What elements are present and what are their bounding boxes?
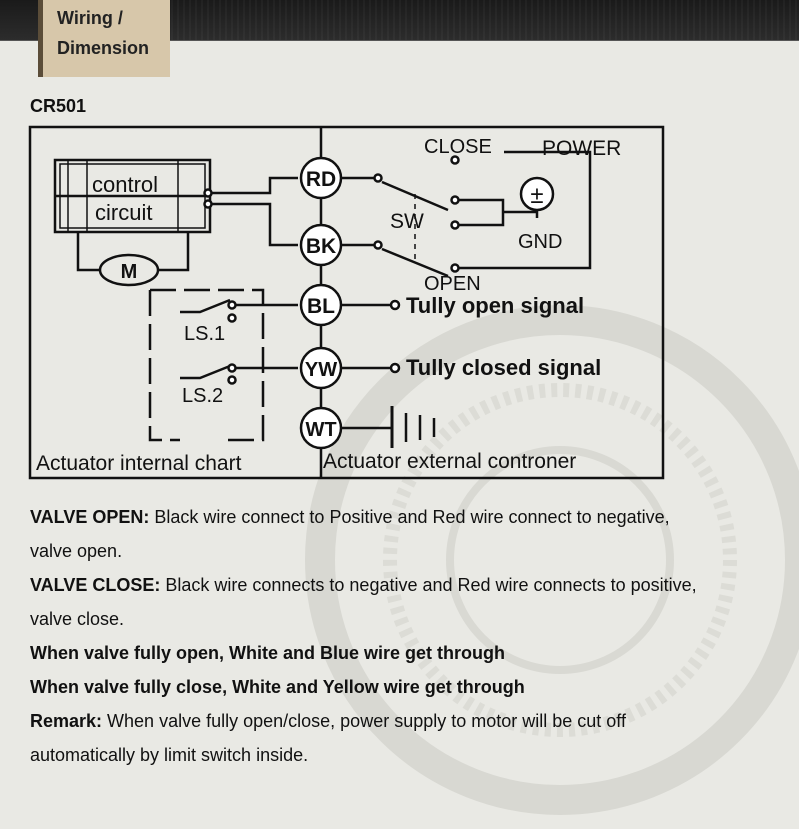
tab-label-wiring: Wiring /	[57, 8, 123, 28]
open-label: OPEN	[424, 273, 481, 295]
sw-label: SW	[390, 210, 424, 233]
valve-open-label: VALVE OPEN:	[30, 507, 150, 527]
yw-label: YW	[304, 359, 338, 381]
valve-close-label: VALVE CLOSE:	[30, 575, 161, 595]
remark-line-2: automatically by limit switch inside.	[30, 745, 309, 765]
open-signal-label: Tully open signal	[406, 293, 585, 318]
model-number: CR501	[30, 96, 87, 116]
close-label: CLOSE	[424, 136, 492, 158]
remark-label: Remark:	[30, 711, 103, 731]
control-label: control	[92, 172, 159, 197]
fully-open-line: When valve fully open, White and Blue wire get through	[30, 643, 506, 663]
remark-text: When valve fully open/close, power supply to motor will be cut off	[102, 711, 626, 731]
remark-line	[30, 704, 790, 738]
circuit-label: circuit	[95, 200, 153, 225]
bk-label: BK	[305, 235, 337, 258]
bl-label: BL	[307, 295, 335, 318]
tab-label-dimension: Dimension	[57, 38, 150, 58]
valve-open-line	[30, 500, 790, 534]
gnd-label: GND	[518, 231, 563, 253]
closed-signal-label: Tully closed signal	[406, 355, 602, 380]
instructions	[30, 500, 790, 772]
motor-label: M	[120, 261, 138, 283]
power-label: POWER	[542, 137, 622, 160]
external-caption: Actuator external controner	[323, 450, 577, 473]
wt-label: WT	[305, 419, 337, 441]
valve-close-line-2: valve close.	[30, 609, 125, 629]
valve-open-text: Black wire connect to Positive and Red wire connect to negative,	[149, 507, 670, 527]
valve-close-text: Black wire connects to negative and Red wire connects to positive,	[160, 575, 697, 595]
ls2-label: LS.2	[182, 385, 224, 407]
plus-minus-label: ±	[530, 182, 544, 209]
fully-close-line: When valve fully close, White and Yellow wire get through	[30, 677, 525, 697]
valve-close-line	[30, 568, 790, 602]
rd-label: RD	[305, 168, 337, 191]
ls1-label: LS.1	[184, 323, 226, 345]
valve-open-line-2: valve open.	[30, 541, 123, 561]
internal-caption: Actuator internal chart	[36, 452, 242, 475]
